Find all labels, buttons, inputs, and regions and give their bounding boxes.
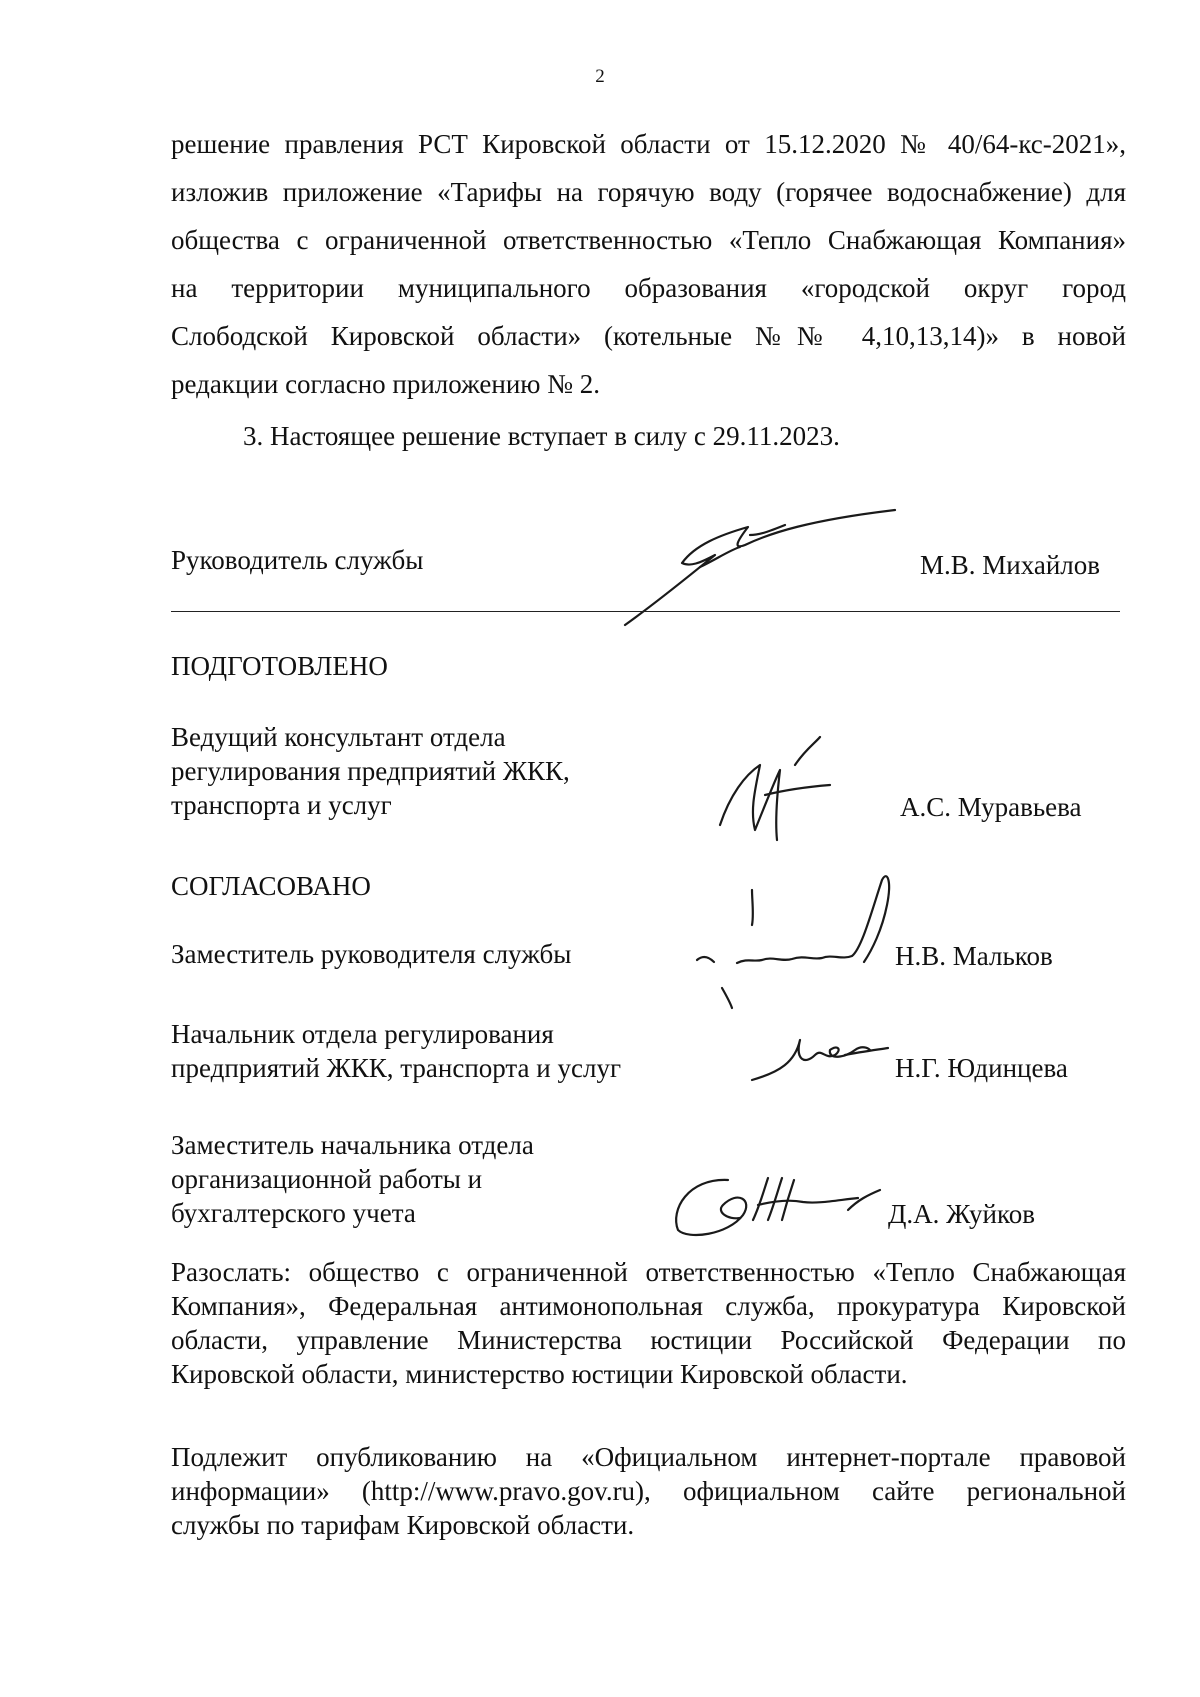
intro-line: изложив приложение «Тарифы на горячую воду (горячее водоснабжение) для xyxy=(171,177,1126,207)
publication-line: службы по тарифам Кировской области. xyxy=(171,1510,635,1540)
head-name: М.В. Михайлов xyxy=(920,550,1101,580)
position-line: Начальник отдела регулирования xyxy=(171,1019,554,1049)
publication-line: информации» (http://www.pravo.gov.ru), официальном сайте региональной xyxy=(171,1476,1126,1506)
distribution-line: области, управление Министерства юстиции Российской Федерации по xyxy=(171,1325,1126,1355)
distribution-line: Компания», Федеральная антимонопольная служба, прокуратура Кировской xyxy=(171,1291,1126,1321)
agreed-signer-3-signature-icon xyxy=(668,1170,883,1240)
position-line: Заместитель руководителя службы xyxy=(171,939,572,969)
intro-line: редакции согласно приложению № 2. xyxy=(171,369,600,399)
agreed-signer-1-name: Н.В. Мальков xyxy=(895,941,1053,971)
intro-line: общества с ограниченной ответственностью «Тепло Снабжающая Компания» xyxy=(171,225,1126,255)
prepared-heading: ПОДГОТОВЛЕНО xyxy=(171,651,388,681)
prepared-name: А.С. Муравьева xyxy=(900,792,1082,822)
position-line: Заместитель начальника отдела xyxy=(171,1130,534,1160)
position-line: организационной работы и xyxy=(171,1164,483,1194)
agreed-signer-1-position xyxy=(171,937,571,971)
agreed-heading: СОГЛАСОВАНО xyxy=(171,871,371,901)
agreed-signer-2-name: Н.Г. Юдинцева xyxy=(895,1053,1068,1083)
head-position: Руководитель службы xyxy=(171,545,424,575)
publication-paragraph xyxy=(171,1440,1126,1542)
intro-line: Слободской Кировской области» (котельные №№ 4,10,13,14)» в новой xyxy=(171,321,1126,351)
signature-line xyxy=(171,611,1120,612)
agreed-signer-2-position xyxy=(171,1017,621,1085)
intro-paragraph xyxy=(171,120,1126,408)
prepared-signature-icon xyxy=(715,735,845,845)
distribution-paragraph xyxy=(171,1255,1126,1391)
agreed-signer-1-signature-icon xyxy=(692,870,917,1010)
position-line: регулирования предприятий ЖКК, xyxy=(171,756,570,786)
agreed-signer-3-position xyxy=(171,1128,534,1230)
position-line: бухгалтерского учета xyxy=(171,1198,416,1228)
clause-3: 3. Настоящее решение вступает в силу с 29.11.2023. xyxy=(243,421,840,451)
position-line: Ведущий консультант отдела xyxy=(171,722,506,752)
distribution-line: Кировской области, министерство юстиции Кировской области. xyxy=(171,1359,908,1389)
position-line: транспорта и услуг xyxy=(171,790,392,820)
position-line: предприятий ЖКК, транспорта и услуг xyxy=(171,1053,622,1083)
publication-line: Подлежит опубликованию на «Официальном интернет-портале правовой xyxy=(171,1442,1126,1472)
intro-line: решение правления РСТ Кировской области от 15.12.2020 № 40/64-кс-2021», xyxy=(171,129,1126,159)
agreed-signer-2-signature-icon xyxy=(750,1030,890,1085)
agreed-signer-3-name: Д.А. Жуйков xyxy=(888,1199,1035,1229)
page-number: 2 xyxy=(595,66,605,87)
intro-line: на территории муниципального образования «городской округ город xyxy=(171,273,1126,303)
distribution-line: Разослать: общество с ограниченной ответственностью «Тепло Снабжающая xyxy=(171,1257,1126,1287)
prepared-position xyxy=(171,720,570,822)
